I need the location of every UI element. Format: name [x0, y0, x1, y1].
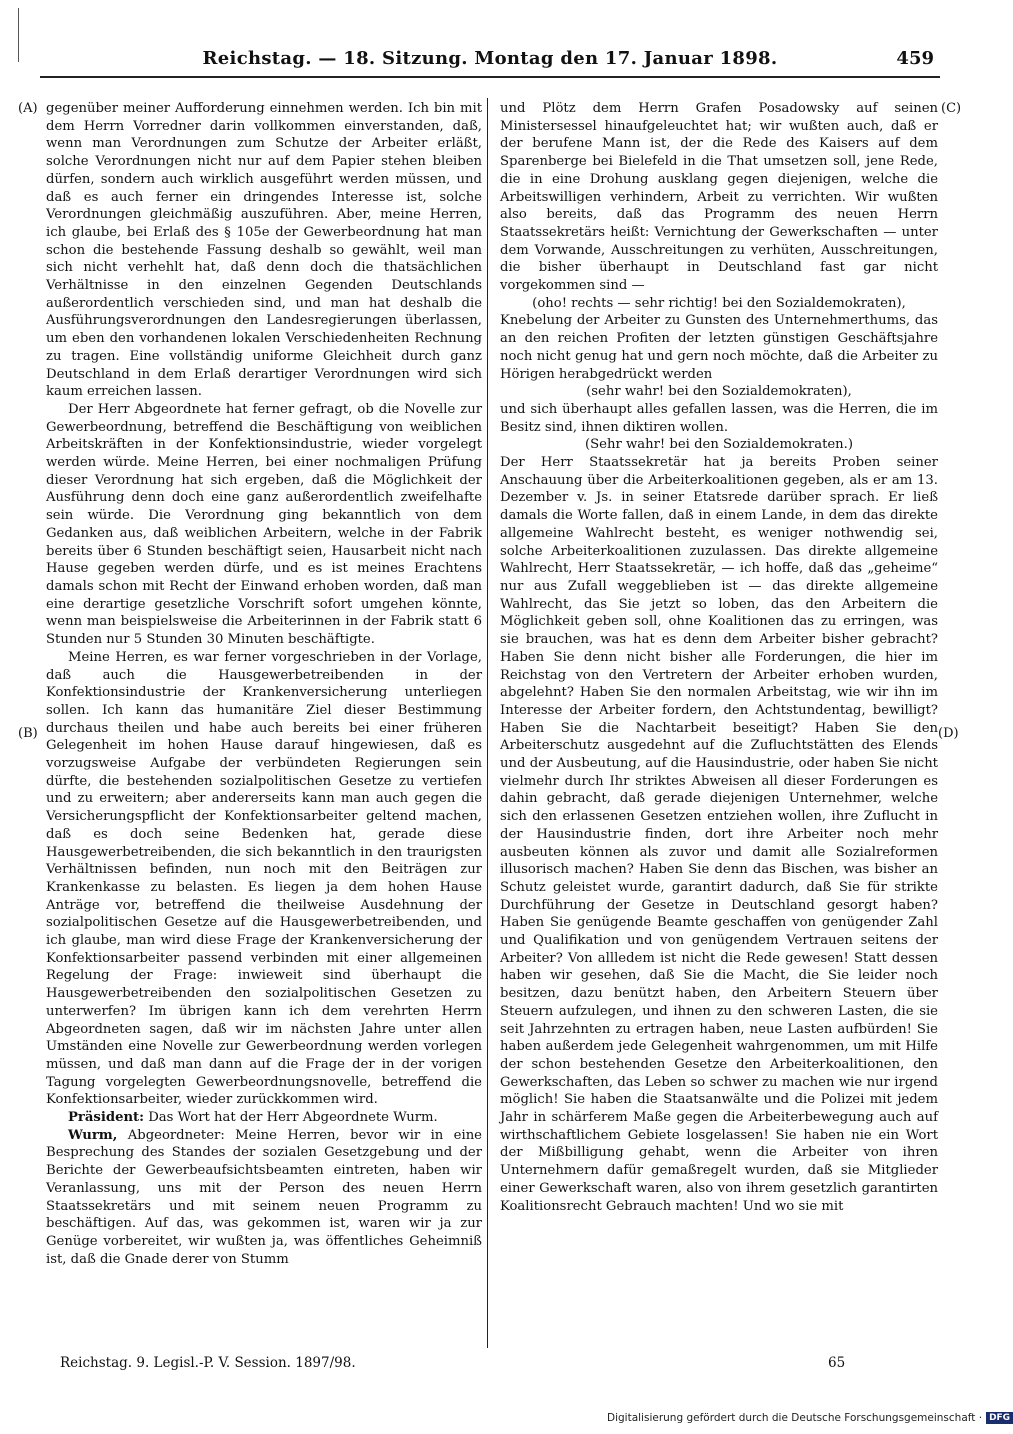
dfg-logo-icon: DFG [986, 1412, 1013, 1424]
paragraph: Der Herr Abgeordnete hat ferner gefragt, ob die Novelle zur Gewerbeordnung, betreffend die Beschäftigung von weiblichen Arbeitskräften in der Konfektionsindustrie, wieder vorgelegt werden würde. Meine Herren, bei einer nochmaligen Prüfung dieser Verordnung hat sich ergeben, daß die Möglichkeit der Ausführung denn doch eine ganz außerordentlich zweifelhafte sein würde. Die Verordnung ging bekanntlich von dem Gedanken aus, daß weiblichen Arbeitern, welche in der Fabrik bereits über 6 Stunden beschäftigt seien, Hausarbeit nicht nach Hause gegeben werden dürfe, und es ist meines Erachtens damals schon mit Recht der Einwand erhoben worden, daß man eine derartige gesetzliche Vorschrift sofort umgehen könnte, wenn man beispielsweise die Arbeiterinnen in der Fabrik statt 6 Stunden nur 5 Stunden 30 Minuten beschäftigte. [46, 401, 482, 648]
speaker-name: Präsident: [68, 1110, 145, 1126]
paragraph: Der Herr Staatssekretär hat ja bereits Proben seiner Anschauung über die Arbeiterkoalitionen gegeben, als er am 13. Dezember v. Js. in seiner Etatsrede darüber sprach. Er ließ damals die Worte fallen, daß in einem Lande, in dem das direkte allgemeine Wahlrecht besteht, es weniger nothwendig sei, solche Arbeiterkoalitionen zuzulassen. Das direkte allgemeine Wahlrecht, Herr Staatssekretär, — ich hoffe, daß das „geheime“ nur aus Zufall weggeblieben ist — das direkte allgemeine Wahlrecht, das Sie jetzt so loben, das den Arbeitern die Möglichkeit geben soll, ohne Koalitionen das zu erringen, was sie brauchen, was hat es denn dem Arbeiter bisher gebracht? Haben Sie denn nicht bisher alle Forderungen, die hier im Reichstag von den Vertretern der Arbeiter erhoben wurden, abgelehnt? Haben Sie den normalen Arbeitstag, wie wir ihn im Interesse der Arbeiter fordern, den Achtstundentag, bewilligt? Haben Sie die Nachtarbeit beseitigt? Haben Sie den Arbeiterschutz ausgedehnt auf die Zufluchtstätten des Elends und der Ausbeutung, auf die Hausindustrie, oder haben Sie nicht vielmehr durch Ihr striktes Abweisen all dieser Forderungen es dahin gebracht, daß gerade diejenigen Unternehmer, welche sich den erlassenen Gesetzen entziehen wollen, ihre Zuflucht in der Hausindustrie finden, dort ihre Arbeiter noch mehr ausbeuten können als zuvor und damit alle Sozialreformen illusorisch machen? Haben Sie denn das Bischen, was bisher an Schutz geleistet wurde, garantirt dadurch, daß Sie für strikte Durchführung der Gesetze in Deutschland gesorgt haben? Haben Sie genügende Beamte geschaffen von genügender Zahl und Qualifikation und von genügendem Vertrauen seitens der Arbeiter? Von allledem ist nicht die Rede gewesen! Statt dessen haben wir gesehen, daß Sie die Macht, die Sie leider noch besitzen, dazu benützt haben, den Arbeitern Steuern über Steuern aufzulegen, und ihnen zu den schweren Lasten, die sie seit Jahrzehnten zu ertragen haben, neue Lasten aufbürden! Sie haben außerdem jede Gelegenheit wahrgenommen, um mit Hilfe der schon bestehenden Gesetze den Arbeiterkoalitionen, den Gewerkschaften, das Leben so schwer zu machen wie nur irgend möglich! Sie haben die Staatsanwälte und die Polizei mit jedem Jahr in schärferem Maße gegen die Arbeiterbewegung auch auf wirthschaftlichem Gebiete losgelassen! Sie haben nie ein Wort der Mißbilligung gehabt, wenn die Arbeiter von ihren Unternehmern dafür gemaßregelt wurden, daß sie Mitglieder einer Gewerkschaft waren, also von ihrem gesetzlich garantirten Koalitionsrecht Gebrauch machten! Und wo sie mit [500, 455, 938, 1214]
paragraph: und Plötz dem Herrn Grafen Posadowsky auf seinen Ministersessel hinaufgeleuchtet hat; wir wußten auch, daß er der berufene Mann ist, der die Rede des Kaisers auf dem Sparenberge bei Bielefeld in die That umsetzen soll, jene Rede, die in eine Drohung ausklang gegen diejenigen, welche die Arbeitswilligen verhindern, Arbeit zu verrichten. Wir wußten also bereits, daß das Programm des neuen Herrn Staatssekretärs heißt: Vernichtung der Gewerkschaften — unter dem Vorwande, Ausschreitungen zu verhüten, Ausschreitungen, die bisher überhaupt in Deutschland fast gar nicht vorgekommen sind — [500, 101, 938, 294]
margin-mark-b: (B) [18, 726, 38, 741]
credit-text: Digitalisierung gefördert durch die Deutsche Forschungsgemeinschaft · [607, 1412, 983, 1424]
column-divider [487, 98, 488, 1348]
margin-mark-d: (D) [938, 726, 959, 741]
left-column [46, 100, 482, 1268]
footer-session-info: Reichstag. 9. Legisl.-P. V. Session. 1897/98. [60, 1355, 356, 1371]
page-header [40, 48, 940, 88]
speech-text: Abgeordneter: Meine Herren, bevor wir in eine Besprechung des Standes der sozialen Gesetzgebung und der Berichte der Gewerbeaufsichtsbeamten eintreten, haben wir Veranlassung, uns mit der Person des neuen Herrn Staatssekretärs und mit seinem neuen Programm zu beschäftigen. Auf das, was gekommen ist, waren wir ja zur Genüge vorbereitet, wir wußten ja, was öffentliches Geheimniß ist, daß die Gnade derer von Stumm [46, 1127, 482, 1267]
interjection: (Sehr wahr! bei den Sozialdemokraten.) [585, 437, 853, 453]
header-title: Reichstag. — 18. Sitzung. Montag den 17. Januar 1898. [202, 48, 778, 69]
digitization-credit [607, 1412, 1013, 1424]
paragraph: Knebelung der Arbeiter zu Gunsten des Unternehmerthums, das an den reichen Profiten der letzten günstigen Geschäftsjahre noch nicht genug hat und gern noch möchte, daß die Arbeiter zu Hörigen herabgedrückt werden [500, 313, 938, 382]
interjection: (sehr wahr! bei den Sozialdemokraten), [586, 384, 852, 400]
margin-mark-a: (A) [18, 101, 38, 116]
header-rule [40, 76, 940, 78]
paragraph: gegenüber meiner Aufforderung einnehmen werden. Ich bin mit dem Herrn Vorredner darin vollkommen einverstanden, daß, wenn man Verordnungen zum Schutze der Arbeiter erläßt, solche Verordnungen nicht nur auf dem Papier stehen bleiben dürfen, sondern auch wirklich ausgeführt werden müssen, und daß es auch ferner ein dringendes Interesse ist, solche Verordnungen gleichmäßig auszuführen. Aber, meine Herren, ich glaube, bei Erlaß des § 105e der Gewerbeordnung hat man schon die bestehende Fassung deshalb so gewählt, weil man sich nicht verhehlt hat, daß denn doch die thatsächlichen Verhältnisse in den einzelnen Gegenden Deutschlands außerordentlich verschieden sind, und man hat deshalb die Ausführungsverordnungen den Landesregierungen überlassen, um eben den vorhandenen lokalen Verschiedenheiten Rechnung zu tragen. Eine vollständig uniforme Gleichheit durch ganz Deutschland in dem Erlaß derartiger Verordnungen wird sich kaum erreichen lassen. [46, 101, 482, 400]
speech-text: Das Wort hat der Herr Abgeordnete Wurm. [144, 1110, 438, 1126]
margin-mark-c: (C) [941, 101, 962, 116]
speaker-name: Wurm, [68, 1127, 118, 1143]
paragraph: Meine Herren, es war ferner vorgeschrieben in der Vorlage, daß auch die Hausgewerbetreibenden in der Konfektionsindustrie der Krankenversicherung unterliegen sollen. Ich kann das humanitäre Ziel dieser Bestimmung durchaus theilen und habe auch bereits bei einer früheren Gelegenheit im hohen Hause darauf hingewiesen, daß es vorzugsweise Aufgabe der verbündeten Regierungen sein dürfte, die bestehenden sozialpolitischen Gesetze zu vertiefen und zu erweitern; aber andererseits kann man auch gegen die Versicherungspflicht der Konfektionsarbeiter geltend machen, daß es doch seine Bedenken hat, gerade diese Hausgewerbetreibenden, die sich bekanntlich in den traurigsten Verhältnissen befinden, nun noch mit den Beiträgen zur Krankenkasse zu belasten. Es liegen ja dem hohen Hause Anträge vor, betreffend die theilweise Ausdehnung der sozialpolitischen Gesetze auf die Hausgewerbetreibenden, und ich glaube, man wird diese Frage der Krankenversicherung der Konfektionsarbeiter passend verbinden mit einer allgemeinen Regelung der Frage: inwieweit sind überhaupt die Hausgewerbetreibenden den sozialpolitischen Gesetzen zu unterwerfen? Im übrigen kann ich dem verehrten Herrn Abgeordneten sagen, daß wir im nächsten Jahre unter allen Umständen eine Novelle zur Gewerbeordnung werden vorlegen müssen, und daß man dann auf die Frage der in der vorigen Tagung vorgelegten Gewerbeordnungsnovelle, betreffend die Konfektionsarbeiter, wieder zurückkommen wird. [46, 649, 482, 1108]
right-column [500, 100, 938, 1215]
page-number: 459 [896, 48, 934, 69]
interjection: (oho! rechts — sehr richtig! bei den Sozialdemokraten), [532, 295, 906, 311]
footer-sheet-number: 65 [828, 1355, 846, 1371]
scan-edge-mark [18, 8, 19, 62]
paragraph: und sich überhaupt alles gefallen lassen, was die Herren, die im Besitz sind, ihnen diktiren wollen. [500, 401, 938, 435]
paragraph [46, 1109, 482, 1127]
paragraph [46, 1127, 482, 1269]
